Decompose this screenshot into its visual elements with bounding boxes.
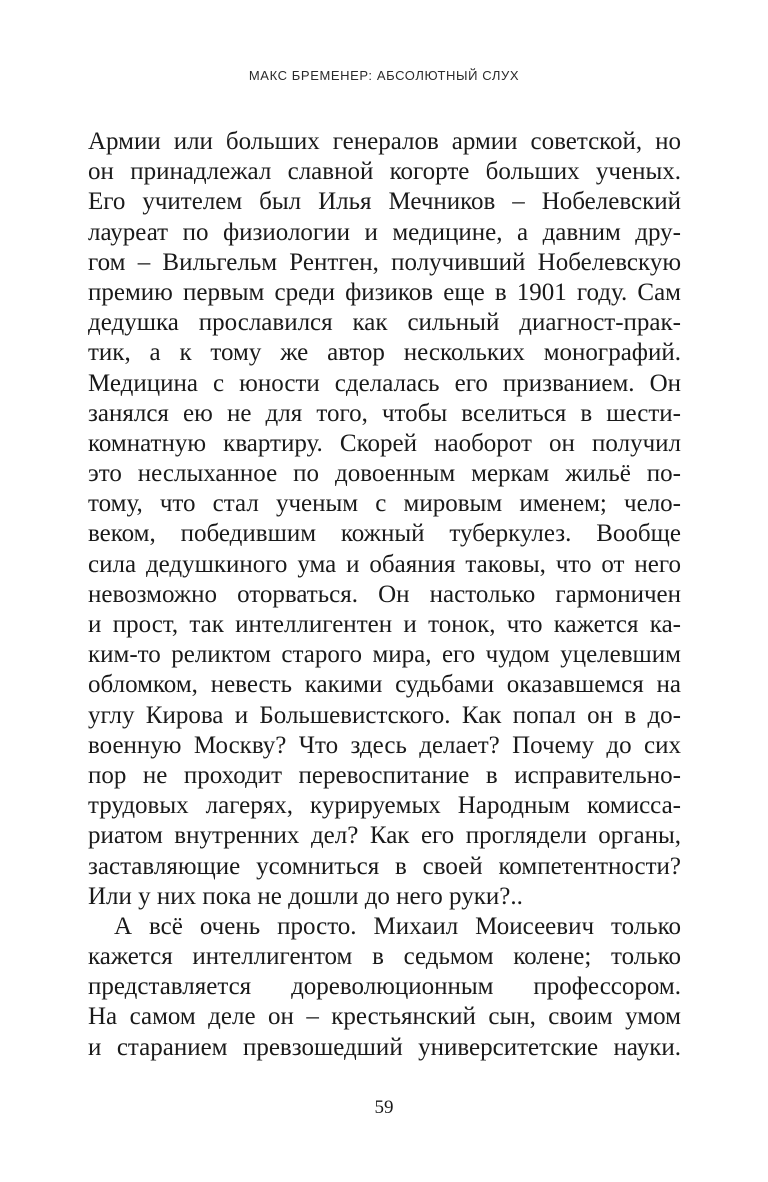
- text-line: Армии или больших генералов армии советской, но: [88, 128, 681, 155]
- text-line: дедушка прославился как сильный диагност-прак-: [88, 309, 681, 337]
- text-line: Его учителем был Илья Мечников – Нобелевский: [88, 188, 681, 216]
- text-line: гом – Вильгельм Рентген, получивший Нобелевскую: [88, 248, 681, 276]
- text-line: ким-то реликтом старого мира, его чудом уцелевшим: [88, 641, 681, 669]
- text-line: невозможно оторваться. Он настолько гармоничен: [88, 580, 681, 608]
- text-line: тик, а к тому же автор нескольких монографий.: [88, 339, 681, 367]
- text-line: На самом деле он – крестьянский сын, своим умом: [88, 1003, 681, 1031]
- text-line: это неслыханное по довоенным меркам жильё по-: [88, 460, 681, 488]
- text-line: и прост, так интеллигентен и тонок, что кажется ка-: [88, 611, 681, 638]
- text-line: трудовых лагерях, курируемых Народным комисса-: [88, 792, 681, 820]
- text-line: веком, победившим кожный туберкулез. Вообще: [88, 520, 681, 548]
- body-text: [88, 127, 681, 1063]
- text-line: А всё очень просто. Михаил Моисеевич только: [114, 912, 681, 940]
- text-line: кажется интеллигентом в седьмом колене; только: [88, 943, 681, 971]
- text-line: риатом внутренних дел? Как его проглядели органы,: [88, 822, 681, 850]
- text-line: Медицина с юности сделалась его призванием. Он: [88, 369, 681, 397]
- text-line: сила дедушкиного ума и обаяния таковы, что от него: [88, 550, 681, 578]
- text-line: военную Москву? Что здесь делает? Почему до сих: [88, 731, 681, 759]
- text-line: занялся ею не для того, чтобы вселиться в шести-: [88, 399, 681, 427]
- running-head: МАКС БРЕМЕНЕР: АБСОЛЮТНЫЙ СЛУХ: [248, 68, 520, 83]
- text-line: обломком, невесть какими судьбами оказавшемся на: [88, 671, 681, 699]
- text-line: заставляющие усомниться в своей компетентности?: [88, 852, 681, 880]
- text-line: комнатную квартиру. Скорей наоборот он получил: [88, 429, 681, 457]
- text-line: лауреат по физиологии и медицине, а давним дру-: [88, 218, 681, 246]
- text-line: тому, что стал ученым с мировым именем; чело-: [88, 490, 681, 518]
- text-line: премию первым среди физиков еще в 1901 году. Сам: [88, 278, 681, 306]
- page-number: 59: [374, 1097, 394, 1118]
- text-line: он принадлежал славной когорте больших ученых.: [88, 158, 681, 186]
- text-line: углу Кирова и Большевистского. Как попал он в до-: [88, 701, 681, 729]
- text-line: пор не проходит перевоспитание в исправительно-: [88, 761, 681, 789]
- text-line: представляется дореволюционным профессором.: [88, 973, 681, 1001]
- text-line: Или у них пока не дошли до него руки?..: [88, 882, 523, 910]
- text-line: и старанием превзошедший университетские науки.: [88, 1033, 681, 1061]
